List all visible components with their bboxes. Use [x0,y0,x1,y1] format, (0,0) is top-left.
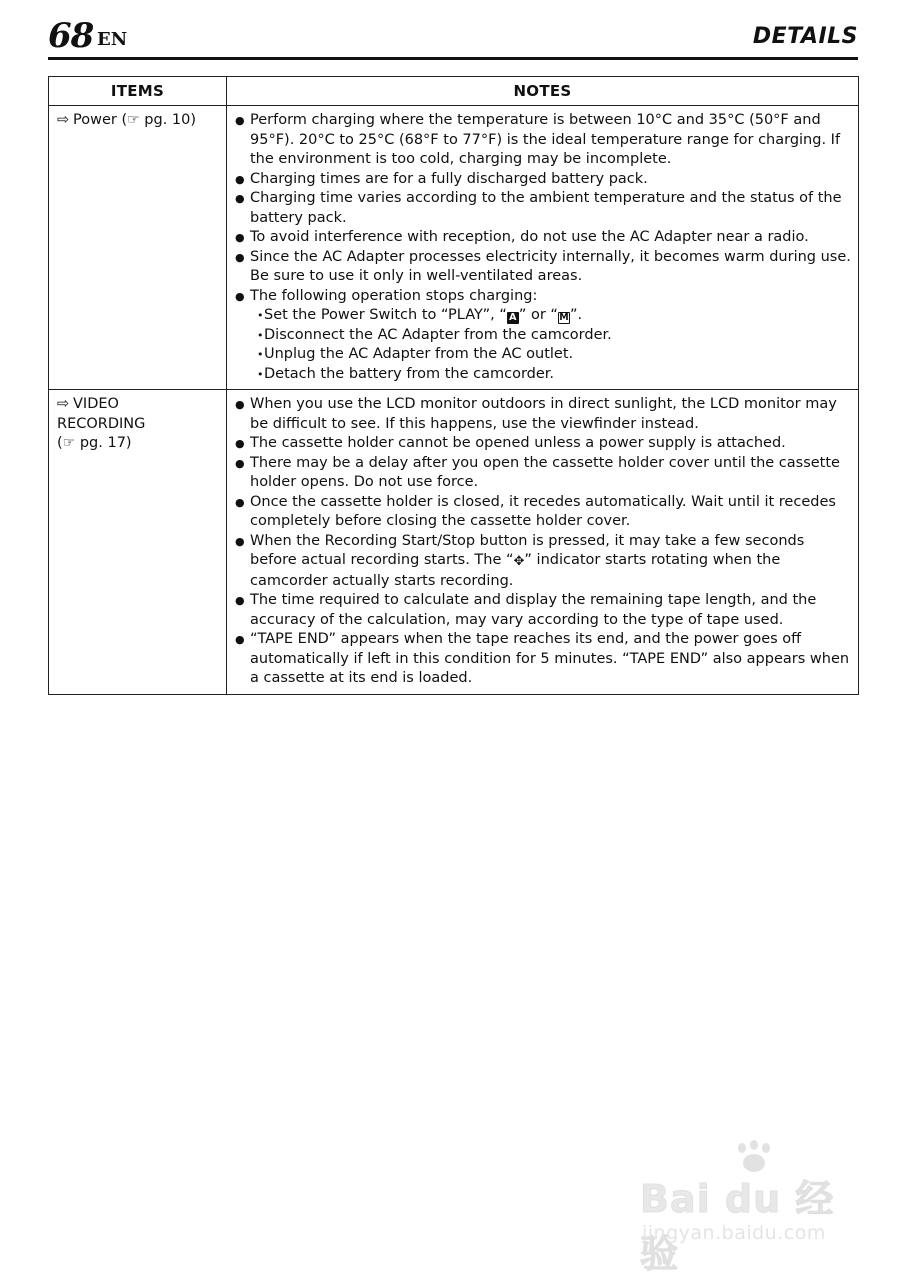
bullet-icon: ● [235,289,245,303]
sub-bullet-icon: • [257,348,264,361]
arrow-right-icon: ⇨ [57,112,70,128]
list-item: ● The time required to calculate and display the remaining tape length, and the accuracy of the calculation, may vary according to the type of tape used. [235,592,817,628]
item-ref-open: ( [121,112,128,128]
baidu-watermark [640,1140,850,1276]
list-item: ● To avoid interference with reception, do not use the AC Adapter near a radio. [235,228,854,248]
list-item: ● When the Recording Start/Stop button is pressed, it may take a few seconds before actual recording starts. The “✥” indicator starts rotating when the camcorder actually starts recording. [235,532,805,589]
item-ref-open: ( [57,435,63,451]
bullet-icon: ● [235,437,245,450]
item-page-ref: pg. 10) [144,112,197,128]
sub-list-item: • Disconnect the AC Adapter from the camcorder. [235,326,854,346]
pointing-hand-icon: ☞ [127,112,140,128]
mode-m-icon: M [559,312,569,323]
list-item: ● Charging time varies according to the ambient temperature and the status of the battery pack. [235,190,842,226]
item-cell-video-recording [49,390,227,695]
sub-bullet-icon: • [257,367,264,381]
column-header-notes: NOTES [227,77,859,106]
page-header [48,16,858,56]
table-header-row [49,77,859,106]
bullet-icon: ● [235,250,245,264]
sub-list-item: • Unplug the AC Adapter from the AC outlet. [235,345,854,365]
list-item: ● There may be a delay after you open the cassette holder cover until the cassette holder opens. Do not use force. [235,454,840,490]
bullet-icon: ● [235,456,245,470]
notes-cell-power [227,106,859,390]
item-label: VIDEO [73,396,119,412]
bullet-icon: ● [235,398,245,411]
item-label: Power [73,112,117,128]
sub-bullet-icon: • [257,309,264,322]
table-row [49,390,859,695]
watermark-url: jingyan.baidu.com [642,1222,826,1244]
section-title: DETAILS [752,24,858,49]
item-cell-power [49,106,227,390]
page-number: 68 [48,16,94,56]
bullet-icon: ● [235,594,245,607]
notes-cell-video-recording [227,390,859,695]
list-item: ● The cassette holder cannot be opened unless a power supply is attached. [235,434,854,454]
sub-bullet-icon: • [257,328,264,342]
item-label-line2: RECORDING [57,415,146,432]
page-language: EN [97,29,128,50]
recording-indicator-icon: ✥ [513,554,525,569]
bullet-icon: ● [235,231,245,244]
item-page-ref: pg. 17) [79,435,132,451]
bullet-icon: ● [235,114,245,127]
bullet-icon: ● [235,172,245,186]
column-header-items: ITEMS [49,77,227,106]
list-item: ● Perform charging where the temperature is between 10°C and 35°C (50°F and 95°F). 20°C to 25°C (68°F to 77°F) is the ideal temperature range for charging. If the environment is too cold, charging may be incomplete. [235,112,841,167]
bullet-icon: ● [235,192,245,205]
arrow-right-icon: ⇨ [57,396,70,412]
bullet-icon: ● [235,495,245,509]
table-row [49,106,859,390]
list-item: ● Charging times are for a fully discharged battery pack. [235,170,854,190]
watermark-logo: Bai du 经验 [640,1177,835,1276]
list-item: ● “TAPE END” appears when the tape reaches its end, and the power goes off automatically if left in this condition for 5 minutes. “TAPE END” also appears when a cassette at its end is loaded. [235,631,850,686]
list-item: ● The following operation stops charging: [235,287,854,307]
sub-list-item: • Detach the battery from the camcorder. [235,365,854,385]
list-item: ● When you use the LCD monitor outdoors in direct sunlight, the LCD monitor may be difficult to see. If this happens, use the viewfinder instead. [235,396,837,432]
pointing-hand-icon: ☞ [62,435,76,451]
header-divider [48,57,858,60]
bullet-icon: ● [235,534,245,548]
sub-list-item: • Set the Power Switch to “PLAY”, “ A ” or “M”. [235,306,854,326]
list-item: ● Since the AC Adapter processes electricity internally, it becomes warm during use. Be sure to use it only in well-ventilated areas. [235,248,851,284]
details-table [48,76,859,695]
mode-a-icon: A [507,312,519,324]
list-item: ● Once the cassette holder is closed, it recedes automatically. Wait until it recedes completely before closing the cassette holder cover. [235,493,836,529]
bullet-icon: ● [235,633,245,646]
